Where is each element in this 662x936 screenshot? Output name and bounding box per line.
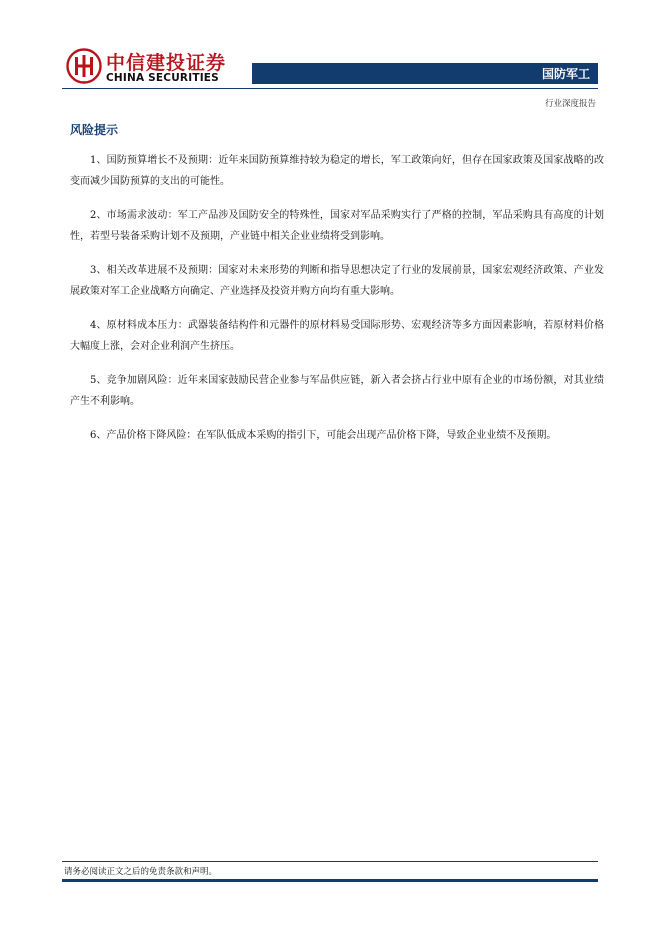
risk-paragraph: 1、国防预算增长不及预期：近年来国防预算维持较为稳定的增长，军工政策向好，但存在国家政策及国家战略的改变而减少国防预算的支出的可能性。 (70, 155, 604, 187)
sector-banner (252, 63, 598, 84)
footer-bar (62, 879, 598, 882)
risk-paragraph: 5、竞争加剧风险：近年来国家鼓励民营企业参与军品供应链，新入者会挤占行业中原有企业的市场份额，对其业绩产生不利影响。 (70, 375, 604, 407)
sector-label: 国防军工 (541, 67, 590, 81)
footer-disclaimer: 请务必阅读正文之后的免责条款和声明。 (64, 867, 218, 877)
logo-text-cn: 中信建投证券 (106, 52, 227, 74)
company-logo (66, 48, 227, 88)
section-title: 风险提示 (70, 123, 119, 137)
page-header (0, 0, 662, 120)
logo-text-en: CHINA SECURITIES (106, 72, 219, 84)
risk-paragraph: 6、产品价格下降风险：在军队低成本采购的指引下，可能会出现产品价格下降，导致企业业绩不及预期。 (90, 430, 557, 441)
header-divider (62, 88, 598, 89)
risk-paragraph: 3、相关改革进展不及预期：国家对未来形势的判断和指导思想决定了行业的发展前景，国家宏观经济政策、产业发展政策对军工企业战略方向确定、产业选择及投资并购方向均有重大影响。 (70, 265, 604, 297)
report-type-label: 行业深度报告 (544, 99, 596, 109)
citic-logo-icon (66, 48, 102, 84)
risk-paragraph: 2、市场需求波动：军工产品涉及国防安全的特殊性，国家对军品采购实行了严格的控制，军品采购具有高度的计划性，若型号装备采购计划不及预期，产业链中相关企业业绩将受到影响。 (70, 210, 604, 242)
risk-list (70, 150, 604, 459)
risk-paragraph: 4、原材料成本压力：武器装备结构件和元器件的原材料易受国际形势、宏观经济等多方面因素影响，若原材料价格大幅度上涨，会对企业利润产生挤压。 (70, 320, 604, 352)
footer-divider (62, 861, 598, 862)
